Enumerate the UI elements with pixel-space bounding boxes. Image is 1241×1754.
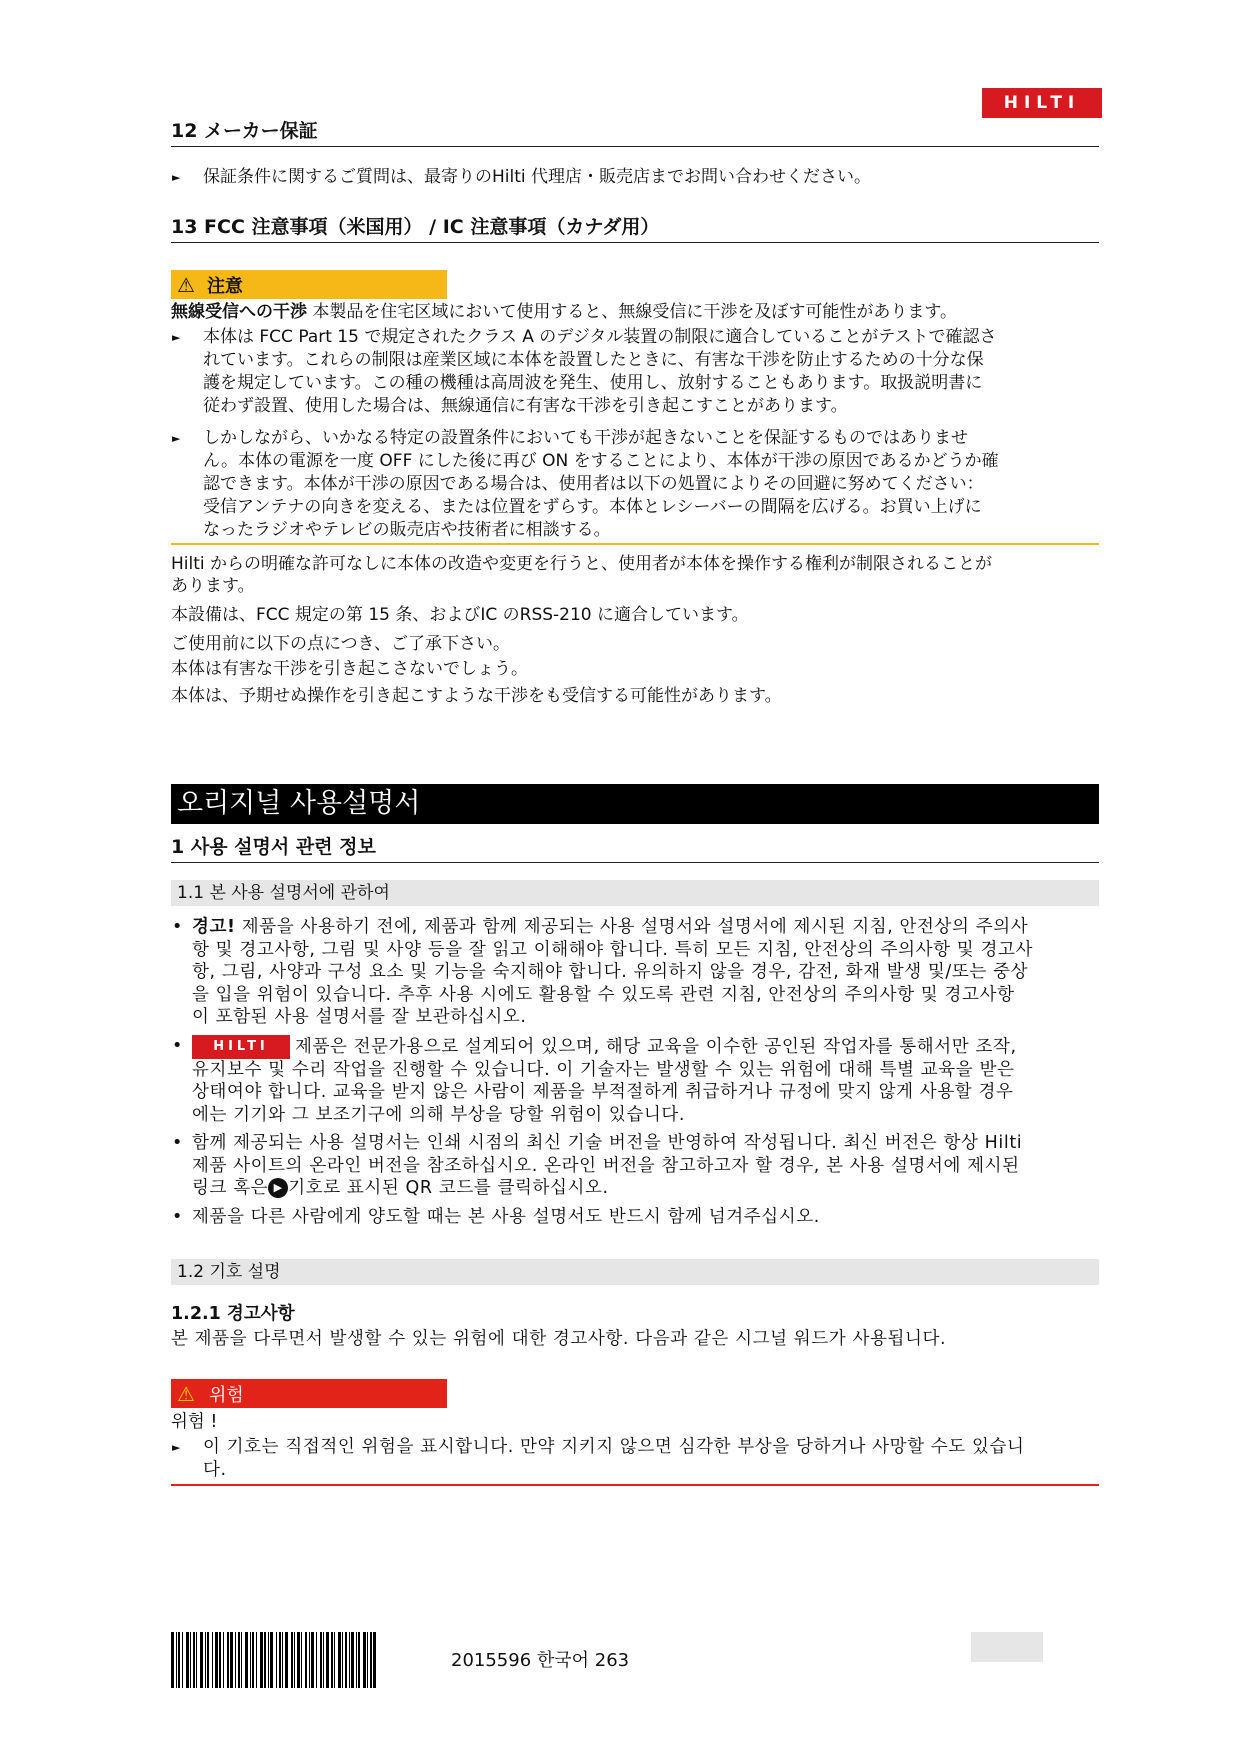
bullet-arrow-icon: ►: [172, 331, 181, 344]
korean-bullet-3-link-text: 기호로 표시된 QR 코드를 클릭하십시오.: [288, 1178, 609, 1198]
korean-bullet-1-line: 항 및 경고사항, 그림 및 사양 등을 잘 읽고 이해해야 합니다. 특히 모든 지침, 안전상의 주의사항 및 경고사: [192, 939, 1033, 960]
barcode-image: [171, 1632, 426, 1688]
footer-grey-box: [971, 1632, 1043, 1662]
fcc-para-4: 本体は有害な干渉を引き起こさないでしょう。: [171, 659, 528, 679]
caution-bullet-1: [171, 326, 1099, 418]
korean-bullet-2-line: 상태여야 합니다. 교육을 받지 않은 사람이 제품을 부적절하게 취급하거나 규정에 맞지 않게 사용할 경우: [192, 1082, 1014, 1102]
caution-label: 注意: [206, 275, 243, 297]
hilti-logo: [982, 88, 1102, 118]
danger-box-divider: [171, 1484, 1099, 1486]
korean-bullet-3-link-text: 링크 혹은: [192, 1178, 269, 1198]
qr-code-link-icon[interactable]: ▶: [268, 1178, 288, 1198]
caution-bullet-1-line: 護を規定しています。この種の機種は高周波を発生、使用し、放射することもあります。取扱説明書に: [203, 373, 983, 393]
korean-bullets: [171, 916, 1099, 1228]
korean-subsection-1-2-title: 1.2 기호 설명: [171, 1259, 1099, 1285]
fcc-para-5: 本体は、予期せぬ操作を引き起こすような干渉をも受信する可能性があります。: [171, 686, 782, 706]
section-13: [171, 212, 1099, 243]
fcc-para-1-line: あります。: [171, 576, 255, 596]
korean-subsection-1-1-title: 1.1 본 사용 설명서에 관하여: [171, 880, 1099, 906]
korean-section-1: [171, 832, 1099, 863]
section-12-bullet-row: [171, 166, 1099, 189]
korean-section-1-title: 1 사용 설명서 관련 정보: [171, 832, 1099, 863]
caution-bullet-1-line: 従わず設置、使用した場合は、無線通信に有害な干渉を引き起こすことがあります。: [203, 396, 848, 416]
section-13-title: 13 FCC 注意事項（米国用） / IC 注意事項（カナダ用）: [171, 212, 1099, 243]
section-12-title: 12 メーカー保証: [171, 116, 1099, 147]
danger-banner: [171, 1379, 447, 1408]
caution-bullet-1-line: 本体は FCC Part 15 で規定されたクラス A のデジタル装置の制限に適合していることがテストで確認さ: [203, 327, 997, 347]
caution-bullet-2-line: しかしながら、いかなる特定の設置条件においても干渉が起きないことを保証するものではありませ: [203, 428, 968, 448]
section-12: [171, 116, 1099, 147]
danger-bullet-line: 이 기호는 직접적인 위험을 표시합니다. 만약 지키지 않으면 심각한 부상을 당하거나 사망할 수도 있습니: [203, 1437, 1025, 1457]
caution-lead-bold: 無線受信への干渉: [171, 302, 307, 322]
danger-heading: 위험 !: [171, 1412, 218, 1432]
caution-bullet-2-line: なったラジオやテレビの販売店や技術者に相談する。: [203, 520, 611, 540]
korean-bullet-2-line: 에는 기기와 그 보조기구에 의해 부상을 당할 위험이 있습니다.: [192, 1104, 686, 1125]
caution-bullet-2-line: 認できます。本体が干渉の原因である場合は、使用者は以下の処置によりその回避に努めてください：: [203, 474, 984, 494]
korean-warning-bold: 경고!: [192, 917, 236, 937]
korean-bullet-2-line: 제품은 전문가용으로 설계되어 있으며, 해당 교육을 이수한 공인된 작업자를 통해서만 조작,: [295, 1036, 1017, 1057]
korean-bullet-3: [171, 1132, 1099, 1200]
korean-manual-title-band: 오리지널 사용설명서: [171, 784, 1099, 824]
fcc-para-1-line: Hilti からの明確な許可なしに本体の改造や変更を行うと、使用者が本体を操作する権利が制限されることが: [171, 554, 993, 574]
caution-banner: [171, 270, 447, 299]
bullet-dot-icon: •: [172, 1133, 183, 1153]
korean-subsection-1-2-1-text: 본 제품을 다루면서 발생할 수 있는 위험에 대한 경고사항. 다음과 같은 시그널 워드가 사용됩니다.: [171, 1329, 947, 1349]
korean-bullet-3-line: 함께 제공되는 사용 설명서는 인쇄 시점의 최신 기술 버전을 반영하여 작성됩니다. 최신 버전은 항상 Hilti: [192, 1133, 1023, 1153]
danger-bullet-line: 다.: [203, 1460, 227, 1480]
warning-triangle-icon: ⚠: [177, 272, 195, 297]
bullet-dot-icon: •: [172, 1206, 183, 1227]
caution-bullet-2: [171, 427, 1099, 542]
danger-label: 위험: [208, 1384, 244, 1406]
bullet-arrow-icon: ►: [172, 171, 181, 184]
bullet-dot-icon: •: [172, 1035, 183, 1056]
caution-lead-text: 本製品を住宅区域において使用すると、無線受信に干渉を及ぼす可能性があります。: [307, 302, 958, 322]
bullet-arrow-icon: ►: [172, 1441, 182, 1454]
footer-page-info: 2015596 한국어 263: [451, 1650, 630, 1671]
hilti-logo-text: HILTI: [1003, 93, 1081, 113]
korean-bullet-1-line: 을 입을 위험이 있습니다. 추후 사용 시에도 활용할 수 있도록 관련 지침, 안전상의 주의사항 및 경고사항: [192, 984, 1015, 1005]
danger-content: [171, 1410, 1099, 1482]
fcc-paragraphs: [171, 553, 1099, 709]
korean-bullet-4-text: 제품을 다른 사람에게 양도할 때는 본 사용 설명서도 반드시 함께 넘겨주십시오.: [192, 1206, 820, 1227]
fcc-para-2: 本設備は、FCC 規定の第 15 条、およびIC のRSS-210 に適合しています。: [171, 605, 749, 625]
caution-lead: [171, 300, 1099, 324]
korean-bullet-2-line: 유지보수 및 수리 작업을 진행할 수 있습니다. 이 기술자는 발생할 수 있는 위험에 대해 특별 교육을 받은: [192, 1059, 1015, 1080]
bullet-arrow-icon: ►: [172, 432, 181, 445]
korean-bullet-1-line: 항, 그림, 사양과 구성 요소 및 기능을 숙지해야 합니다. 유의하지 않을 경우, 감전, 화재 발생 및/또는 중상: [192, 962, 1029, 982]
korean-bullet-4: [171, 1206, 1099, 1229]
korean-bullet-1-line: 이 포함된 사용 설명서를 잘 보관하십시오.: [192, 1007, 527, 1027]
danger-bullet: [171, 1436, 1099, 1482]
caution-content: [171, 300, 1099, 542]
fcc-para-3: ご使用前に以下の点につき、ご了承下さい。: [171, 634, 510, 654]
caution-bullet-2-line: 受信アンテナの向きを変える、または位置をずらす。本体とレシーバーの間隔を広げる。お買い上げに: [203, 497, 982, 517]
korean-subsection-1-2-1-title: 1.2.1 경고사항: [171, 1304, 295, 1324]
section-12-bullet: 保証条件に関するご質問は、最寄りのHilti 代理店・販売店までお問い合わせください。: [203, 167, 872, 187]
hilti-inline-logo: HILTI: [192, 1035, 290, 1059]
bullet-dot-icon: •: [172, 917, 183, 937]
korean-bullet-3-line: 제품 사이트의 온라인 버전을 참조하십시오. 온라인 버전을 참고하고자 할 경우, 본 사용 설명서에 제시된: [192, 1155, 1020, 1176]
warning-triangle-icon: ⚠: [177, 1381, 195, 1406]
korean-bullet-1: [171, 916, 1099, 1029]
korean-bullet-1-line: 제품을 사용하기 전에, 제품과 함께 제공되는 사용 설명서와 설명서에 제시된 지침, 안전상의 주의사: [235, 917, 1029, 937]
caution-bullet-2-line: ん。本体の電源を一度 OFF にした後に再び ON をすることにより、本体が干渉の原因であるかどうか確: [203, 451, 999, 471]
korean-bullet-2: [171, 1035, 1099, 1127]
caution-bullet-1-line: れています。これらの制限は産業区域に本体を設置したときに、有害な干渉を防止するための十分な保: [203, 350, 984, 370]
korean-subsection-1-2-1: [171, 1303, 1099, 1352]
